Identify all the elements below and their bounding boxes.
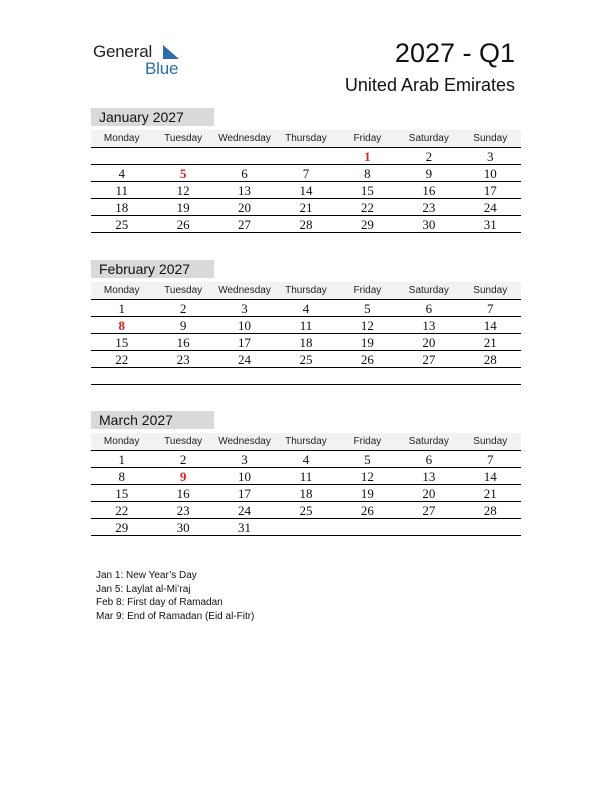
month-calendar [91,260,521,385]
week-row [91,485,521,502]
day-cell [460,368,521,384]
day-cell: 13 [422,318,436,333]
day-cell: 26 [360,503,374,518]
weekday-header-row [91,282,521,300]
day-cell-holiday: 1 [364,149,371,164]
day-cell: 28 [483,503,497,518]
day-cell: 22 [115,503,129,518]
week-row [91,502,521,519]
weekday-header: Monday [103,133,140,144]
holiday-list [96,569,254,623]
weekday-header: Tuesday [164,436,203,447]
weekday-header: Monday [103,436,140,447]
day-cell [398,519,459,535]
month-calendar [91,411,521,536]
day-cell: 4 [118,166,125,181]
weekday-header: Wednesday [218,285,271,296]
logo-general-text: General [93,42,153,61]
page-title: 2027 - Q1 [394,38,515,68]
day-cell: 7 [302,166,310,181]
weekday-header: Friday [353,285,382,296]
day-cell: 12 [360,318,374,333]
holiday-item: Jan 1: New Year’s Day [96,570,197,581]
holiday-item: Mar 9: End of Ramadan (Eid al-Fitr) [96,610,255,622]
day-cell: 20 [238,200,252,215]
month-label: February 2027 [91,260,214,278]
weekday-header: Thursday [285,285,327,296]
day-cell: 27 [422,352,436,367]
day-cell: 27 [238,217,252,232]
day-cell: 3 [241,301,248,316]
day-cell: 12 [360,469,374,484]
day-cell: 29 [360,217,374,232]
day-cell-holiday: 5 [179,166,187,181]
day-cell: 16 [176,335,190,350]
weekday-header-row [91,433,521,451]
day-cell: 2 [179,301,187,316]
day-cell: 30 [176,520,190,535]
day-cell [275,519,336,535]
month-label: January 2027 [91,108,214,126]
day-cell: 17 [238,335,252,350]
day-cell: 17 [483,183,497,198]
weekday-header: Sunday [473,436,508,447]
day-cell: 27 [422,503,436,518]
day-cell: 7 [486,452,494,467]
day-cell: 6 [425,301,433,316]
day-cell: 11 [299,469,313,484]
day-cell: 5 [364,301,371,316]
day-cell: 11 [115,183,128,198]
day-cell: 15 [115,335,129,350]
day-cell [214,148,275,164]
day-cell: 25 [115,217,129,232]
week-row [91,216,521,233]
day-cell: 19 [360,486,374,501]
day-cell: 3 [241,452,248,467]
week-row [91,182,521,199]
day-cell: 24 [483,200,497,215]
day-cell: 21 [483,335,497,350]
day-cell: 26 [176,217,190,232]
weekday-header: Tuesday [164,285,203,296]
week-row [91,468,521,485]
weekday-header: Sunday [473,285,508,296]
day-cell: 20 [422,486,436,501]
logo-triangle-icon [163,45,179,59]
day-cell [337,368,398,384]
day-cell: 20 [422,335,436,350]
day-cell: 8 [364,166,371,181]
week-row [91,368,521,385]
day-cell: 18 [299,486,313,501]
day-cell: 21 [483,486,497,501]
day-cell-holiday: 8 [118,318,125,333]
weekday-header: Wednesday [218,133,271,144]
day-cell: 24 [238,503,252,518]
day-cell: 7 [486,301,494,316]
day-cell: 6 [241,166,248,181]
day-cell-holiday: 9 [179,469,187,484]
day-cell [460,519,521,535]
day-cell: 4 [302,301,310,316]
day-cell: 30 [422,217,436,232]
day-cell: 31 [483,217,497,232]
day-cell: 8 [118,469,125,484]
weekday-header: Wednesday [218,436,271,447]
day-cell: 22 [115,352,129,367]
country-name: United Arab Emirates [344,75,515,95]
day-cell: 22 [360,200,374,215]
day-cell: 25 [299,503,313,518]
week-row [91,199,521,216]
day-cell [337,519,398,535]
holiday-item: Feb 8: First day of Ramadan [96,597,223,608]
day-cell [91,148,152,164]
day-cell: 10 [238,318,252,333]
weekday-header: Monday [103,285,140,296]
day-cell: 19 [176,200,190,215]
week-row [91,165,521,182]
day-cell: 2 [425,149,433,164]
day-cell: 28 [299,217,313,232]
day-cell: 11 [299,318,313,333]
day-cell [152,148,213,164]
day-cell: 3 [486,149,494,164]
week-row [91,519,521,536]
weekday-header: Friday [353,436,382,447]
day-cell: 10 [238,469,252,484]
weekday-header: Thursday [285,133,327,144]
day-cell: 19 [360,335,374,350]
weekday-header: Thursday [285,436,327,447]
week-row [91,351,521,368]
day-cell: 28 [483,352,497,367]
day-cell: 9 [425,166,433,181]
day-cell: 24 [238,352,252,367]
weekday-header: Tuesday [164,133,203,144]
day-cell: 14 [483,469,497,484]
day-cell: 31 [238,520,252,535]
logo-blue-text: Blue [145,59,179,78]
day-cell: 5 [364,452,371,467]
day-cell: 29 [115,520,129,535]
day-cell: 17 [238,486,252,501]
day-cell: 16 [176,486,190,501]
weekday-header-row [91,130,521,148]
day-cell: 23 [176,352,190,367]
weekday-header: Saturday [408,285,449,296]
logo [93,42,193,82]
day-cell [398,368,459,384]
week-row [91,300,521,317]
day-cell [275,148,336,164]
month-calendar [91,108,521,233]
day-cell: 9 [179,318,187,333]
day-cell: 15 [115,486,129,501]
day-cell: 16 [422,183,436,198]
day-cell: 14 [483,318,497,333]
weekday-header: Sunday [473,133,508,144]
day-cell: 23 [422,200,436,215]
day-cell: 18 [115,200,129,215]
day-cell: 25 [299,352,313,367]
day-cell: 1 [118,452,125,467]
day-cell: 2 [179,452,187,467]
holiday-item: Jan 5: Laylat al-Mi’raj [96,583,191,595]
week-row [91,317,521,334]
day-cell: 13 [422,469,436,484]
day-cell: 21 [299,200,313,215]
day-cell: 4 [302,452,310,467]
week-row [91,334,521,351]
week-row [91,148,521,165]
day-cell: 15 [360,183,374,198]
day-cell: 13 [238,183,252,198]
day-cell: 23 [176,503,190,518]
day-cell: 6 [425,452,433,467]
day-cell [214,368,275,384]
day-cell: 14 [299,183,313,198]
day-cell: 12 [176,183,190,198]
day-cell: 18 [299,335,313,350]
day-cell: 26 [360,352,374,367]
day-cell: 1 [118,301,125,316]
day-cell [91,368,152,384]
day-cell [275,368,336,384]
weekday-header: Saturday [408,133,449,144]
month-label: March 2027 [91,411,214,429]
weekday-header: Saturday [408,436,449,447]
weekday-header: Friday [353,133,382,144]
week-row [91,451,521,468]
day-cell: 10 [483,166,497,181]
day-cell [152,368,213,384]
